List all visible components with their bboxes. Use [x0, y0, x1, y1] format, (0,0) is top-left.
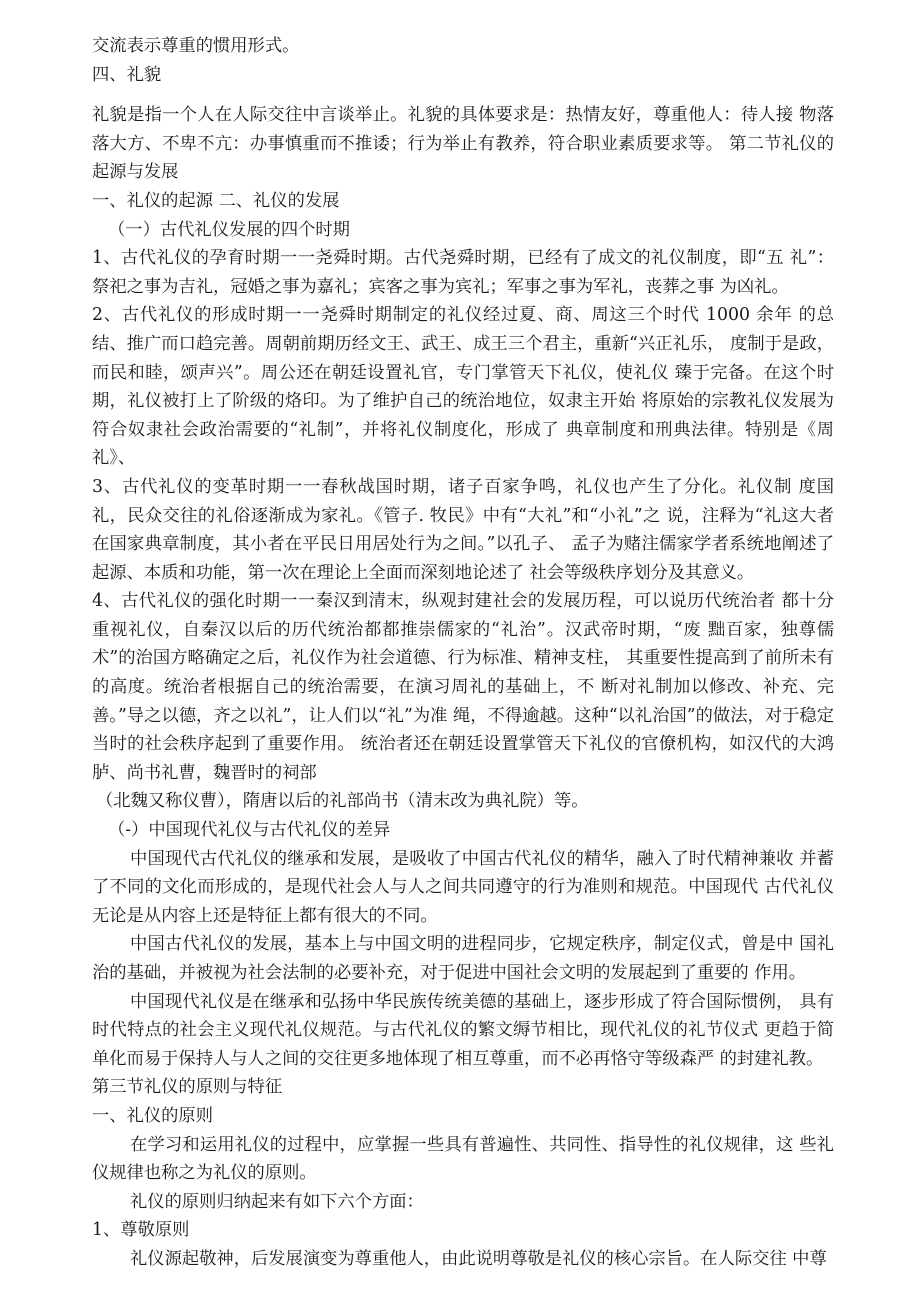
section-heading: 四、礼貌	[92, 64, 162, 85]
paragraph: 中国现代礼仪是在继承和弘扬中华民族传统美德的基础上，逐步形成了符合国际惯例， 具有时代特点的社会主义现代礼仪规范。与古代礼仪的繁文缛节相比，现代礼仪的礼节仪式 更趋于简单化而易于保持人与人之间的交往更多地体现了相互尊重，而不必再恪守等级森严 的封建礼教。	[92, 991, 834, 1069]
section-heading: 第三节礼仪的原则与特征	[92, 1077, 283, 1098]
section-heading: 一、礼仪的原则	[92, 1105, 213, 1126]
paragraph: 1、古代礼仪的孕育时期一一尧舜时期。古代尧舜时期，已经有了成文的礼仪制度，即“五 礼”：祭祀之事为吉礼，冠婚之事为嘉礼；宾客之事为宾礼；军事之事为军礼，丧葬之事 为凶礼。	[92, 248, 834, 297]
paragraph: 交流表示尊重的惯用形式。	[92, 36, 300, 56]
paragraph: 礼貌是指一个人在人际交往中言谈举止。礼貌的具体要求是：热情友好，尊重他人：待人接 物落落大方、不卑不亢：办事慎重而不推诿；行为举止有教养，符合职业素质要求等。 第二节礼仪的起源与发展	[92, 105, 834, 183]
section-heading: 一、礼仪的起源 二、礼仪的发展	[92, 190, 340, 211]
paragraph: 2、古代礼仪的形成时期一一尧舜时期制定的礼仪经过夏、商、周这三个时代 1000 余年 的总结、推广而口趋完善。周朝前期历经文王、武王、成王三个君主，重新“兴正礼乐， 度制于是政，而民和睦，颂声兴”。周公还在朝廷设置礼官，专门掌管天下礼仪，使礼仪 臻于完备。在这个时期，礼仪被打上了阶级的烙印。为了维护自己的统治地位，奴隶主开始 将原始的宗教礼仪发展为符合奴隶社会政治需要的“礼制”，并将礼仪制度化，形成了 典章制度和刑典法律。特别是《周礼》、	[92, 305, 834, 469]
paragraph: 礼仪的原则归纳起来有如下六个方面：	[130, 1191, 424, 1212]
subsection-heading: （一）古代礼仪发展的四个时期	[108, 219, 350, 240]
paragraph: 在学习和运用礼仪的过程中，应掌握一些具有普遍性、共同性、指导性的礼仪规律，这 些礼仪规律也称之为礼仪的原则。	[92, 1134, 834, 1184]
paragraph: 中国现代古代礼仪的继承和发展，是吸收了中国古代礼仪的精华，融入了时代精神兼收 并蓄了不同的文化而形成的，是现代社会人与人之间共同遵守的行为准则和规范。中国现代 古代礼仪无论是从内容上还是特征上都有很大的不同。	[92, 848, 834, 926]
paragraph: 礼仪源起敬神，后发展演变为尊重他人，由此说明尊敬是礼仪的核心宗旨。在人际交往 中尊	[130, 1248, 827, 1269]
subsection-heading: 1、尊敬原则	[92, 1220, 190, 1241]
paragraph: 中国古代礼仪的发展，基本上与中国文明的进程同步，它规定秩序，制定仪式，曾是中 国礼治的基础，并被视为社会法制的必要补充，对于促进中国社会文明的发展起到了重要的 作用。	[92, 934, 834, 983]
paragraph: （北魏又称仪曹），隋唐以后的礼部尚书（清末改为典礼院）等。	[96, 791, 589, 812]
paragraph: 4、古代礼仪的强化时期一一秦汉到清末，纵观封建社会的发展历程，可以说历代统治者 都十分重视礼仪，自秦汉以后的历代统治都都推崇儒家的“礼治”。汉武帝时期，“废 黜百家，独尊儒术”的治国方略确定之后，礼仪作为社会道德、行为标准、精神支柱， 其重要性提高到了前所未有的高度。统治者根据自己的统治需要，在演习周礼的基础上，不 断对礼制加以修改、补充、完善。”导之以德，齐之以礼”，让人们以“礼”为准 绳，不得逾越。这种“以礼治国”的做法，对于稳定当时的社会秩序起到了重要作用。 统治者还在朝廷设置掌管天下礼仪的官僚机构，如汉代的大鸿胪、尚书礼曹，魏晋时的祠部	[92, 591, 834, 783]
subsection-heading: （-）中国现代礼仪与古代礼仪的差异	[108, 820, 391, 841]
paragraph: 3、古代礼仪的变革时期一一春秋战国时期，诸子百家争鸣，礼仪也产生了分化。礼仪制 度国礼，民众交往的礼俗逐渐成为家礼。《管子. 牧民》中有“大礼”和“小礼”之 说，注释为“礼这大者在国家典章制度，其小者在平民日用居处行为之间。”以孔子、 孟子为赌注儒家学者系统地阐述了起源、本质和功能，第一次在理论上全面而深刻地论述了 社会等级秩序划分及其意义。	[92, 476, 834, 583]
